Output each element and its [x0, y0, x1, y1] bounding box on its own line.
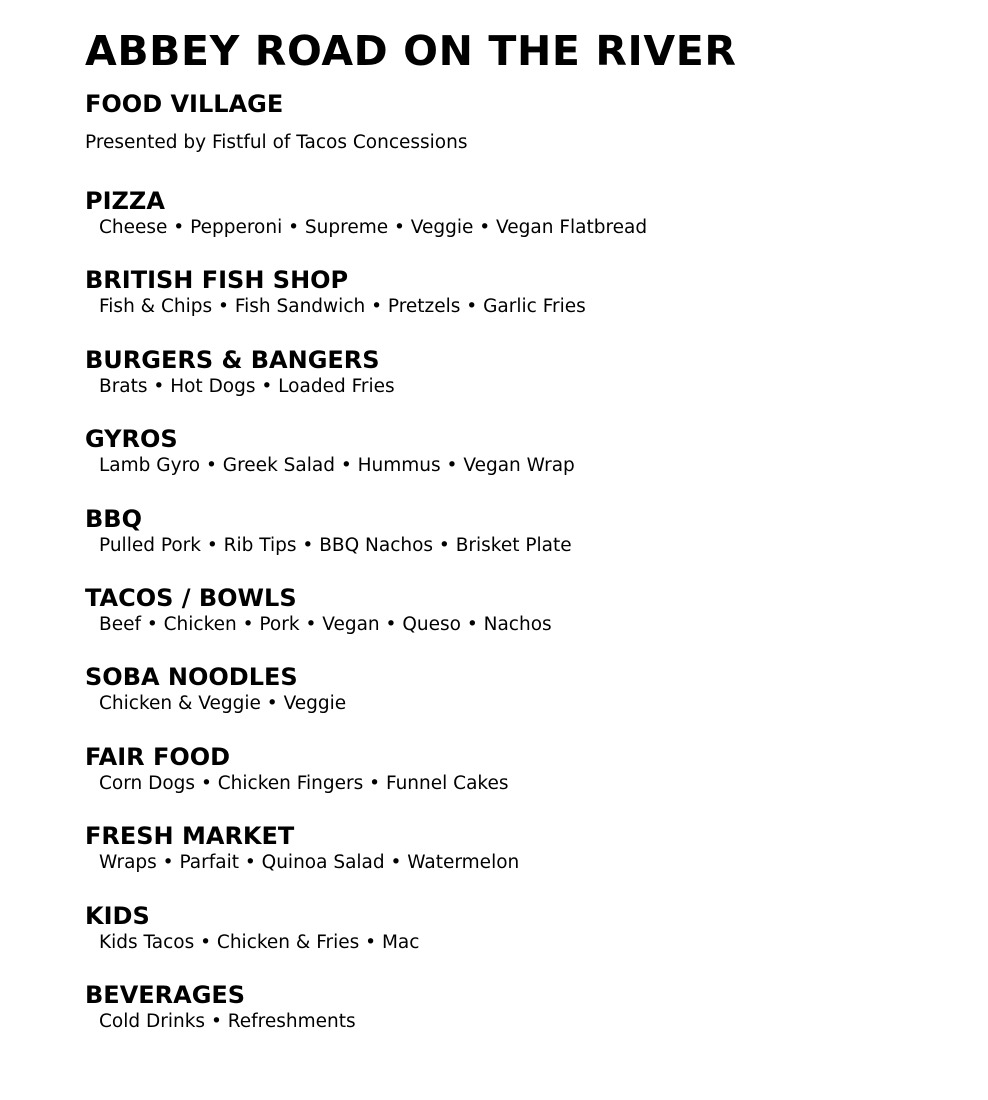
section-items: Lamb Gyro • Greek Salad • Hummus • Vegan Wrap — [99, 455, 575, 477]
menu-section-soba-noodles — [85, 662, 965, 741]
section-title: BRITISH FISH SHOP — [85, 266, 349, 295]
section-title: SOBA NOODLES — [85, 663, 298, 692]
section-items: Cold Drinks • Refreshments — [99, 1010, 356, 1032]
section-title: BEVERAGES — [85, 980, 246, 1009]
menu-section-pizza — [85, 186, 965, 265]
menu-section-burgers-bangers — [85, 345, 965, 424]
menu-section-fresh-market — [85, 821, 965, 900]
section-title: GYROS — [85, 425, 178, 454]
page-subtitle: FOOD VILLAGE — [85, 90, 284, 118]
menu-section-british-fish-shop — [85, 265, 965, 344]
section-title: FRESH MARKET — [85, 822, 295, 851]
section-items: Cheese • Pepperoni • Supreme • Veggie • Vegan Flatbread — [99, 217, 648, 238]
section-items: Wraps • Parfait • Quinoa Salad • Watermelon — [99, 852, 520, 874]
presenter-line: Presented by Fistful of Tacos Concessions — [85, 132, 468, 153]
section-title: KIDS — [85, 901, 150, 930]
menu-section-gyros — [85, 424, 965, 503]
section-items: Brats • Hot Dogs • Loaded Fries — [99, 375, 395, 397]
section-items: Fish & Chips • Fish Sandwich • Pretzels • Garlic Fries — [99, 296, 586, 318]
section-items: Corn Dogs • Chicken Fingers • Funnel Cakes — [99, 772, 509, 794]
menu-sections — [85, 186, 965, 1059]
section-items: Chicken & Veggie • Veggie — [99, 693, 347, 715]
menu-section-kids — [85, 901, 965, 980]
section-items: Pulled Pork • Rib Tips • BBQ Nachos • Brisket Plate — [99, 534, 572, 556]
section-items: Beef • Chicken • Pork • Vegan • Queso • Nachos — [99, 613, 552, 635]
section-title: FAIR FOOD — [85, 742, 231, 771]
section-title: PIZZA — [85, 187, 165, 215]
section-title: BURGERS & BANGERS — [85, 345, 380, 374]
page-title: ABBEY ROAD ON THE RIVER — [85, 27, 737, 75]
menu-section-fair-food — [85, 742, 965, 821]
menu-section-tacos-bowls — [85, 583, 965, 662]
section-title: BBQ — [85, 504, 142, 533]
menu-section-bbq — [85, 504, 965, 583]
menu-section-beverages — [85, 980, 965, 1059]
section-title: TACOS / BOWLS — [85, 583, 297, 612]
section-items: Kids Tacos • Chicken & Fries • Mac — [99, 931, 420, 953]
